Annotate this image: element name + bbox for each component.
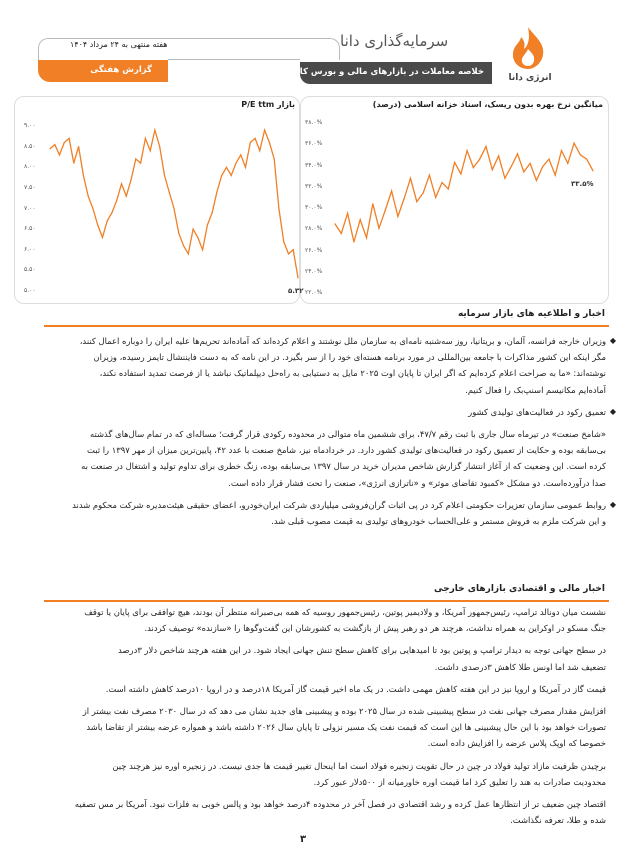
data-point bbox=[193, 229, 194, 230]
news-paragraph bbox=[44, 703, 606, 752]
data-point bbox=[97, 224, 98, 225]
data-point bbox=[353, 241, 354, 242]
text-line: در سطح جهانی توجه به دیدار ترامپ و پوتین بود تا امیدهایی برای کاهش سطح تنش جهانی ایجاد شود. در این هفته هرچند شاخص دلار ۳درصد bbox=[118, 645, 606, 656]
y-tick-label: ۳۸.۰% bbox=[305, 119, 323, 126]
header-title-bar bbox=[293, 62, 492, 84]
y-tick-label: ۳۶.۰% bbox=[305, 140, 323, 148]
data-point bbox=[567, 163, 568, 164]
data-point bbox=[154, 130, 155, 131]
data-point bbox=[341, 233, 342, 234]
text-line: افزایش مقدار مصرف جهانی نفت در سطح پیشبینی شده در سال ۲۰۲۵ بوده و پیشبینی های جدید نشان می دهد که در سال ۲۰۳۰ مصرف نفت بیشتر از bbox=[82, 706, 606, 716]
data-point bbox=[366, 237, 367, 238]
text-line: خصوصا که اوپک پلاس عرضه را افزایش داده است. bbox=[427, 738, 606, 749]
section-header-capital-market bbox=[44, 307, 609, 327]
data-point bbox=[448, 188, 449, 189]
y-tick-label: ۶.۵۰ bbox=[24, 225, 36, 233]
y-tick-label: ۸.۰۰ bbox=[24, 163, 36, 171]
data-point bbox=[131, 179, 132, 180]
data-point bbox=[580, 154, 581, 155]
treasury-yield-chart bbox=[335, 123, 593, 293]
report-type: گزارش هفتگی bbox=[90, 65, 152, 75]
news-paragraph bbox=[44, 681, 606, 697]
data-point bbox=[498, 155, 499, 156]
header-title: خلاصه معاملات در بازارهای مالی و بورس کالا bbox=[293, 67, 484, 77]
y-tick-label: ۵.۰۰ bbox=[24, 287, 36, 294]
data-point bbox=[202, 249, 203, 250]
pe-ratio-end-label: ۵.۳۲ bbox=[288, 287, 304, 295]
report-date: هفته منتهی به ۲۴ مرداد ۱۴۰۴ bbox=[70, 40, 168, 49]
text-line: نوشته‌اند: «ما به صراحت اعلام کرده‌ایم که اگر ایران تا پایان اوت ۲۰۲۵ مایل به دستیابی به راه‌حل دیپلماتیک نباشد یا از فرصت تمدید استفاده نکند، bbox=[99, 368, 606, 379]
page-number: ۳ bbox=[300, 834, 307, 845]
data-point bbox=[347, 213, 348, 214]
data-point bbox=[259, 150, 260, 151]
y-tick-label: ۲۲.۰% bbox=[305, 289, 323, 296]
y-tick-label: ۲۴.۰% bbox=[305, 267, 323, 275]
text-line: مگر اینکه این کشور مذاکرات با جامعه بین‌المللی در مورد برنامه هسته‌ای خود را از سر بگیرد. در این نامه که به دست فایننشال تایمز رسیده، وزیران bbox=[93, 352, 606, 363]
news-paragraph bbox=[44, 604, 606, 636]
data-point bbox=[536, 180, 537, 181]
data-point bbox=[69, 138, 70, 139]
data-point bbox=[397, 216, 398, 217]
data-point bbox=[378, 228, 379, 229]
section-header-foreign-markets bbox=[44, 582, 609, 602]
data-point bbox=[49, 148, 50, 149]
data-point bbox=[454, 162, 455, 163]
bullet-icon: ◆ bbox=[609, 406, 616, 416]
data-point bbox=[467, 150, 468, 151]
text-line: محدودیت صادرات به هند را تعلیق کرد اما قیمت اوره خاورمیانه از ۵۰۰دلار عبور کرد. bbox=[313, 776, 606, 787]
text-line: برچیدن ظرفیت مازاد تولید فولاد در چین در حال تقویت زنجیره فولاد است اما اینحال تغییر قیمت ها جدی نیست. در زنجیره اوره نیز هرچند چین bbox=[112, 760, 606, 771]
data-point bbox=[126, 196, 127, 197]
data-point bbox=[102, 237, 103, 238]
treasury-yield-end-label: ۳۳.۵% bbox=[571, 180, 594, 188]
data-point bbox=[116, 200, 117, 201]
data-point bbox=[169, 191, 170, 192]
data-point bbox=[283, 241, 284, 242]
text-line: تصورات خواهد بود با این حال پیشبینی ها این است که قیمت نفت یک مسیر نزولی تا پایان سال ۲۰۲۶ داشته باشد و همواره عرضه بیشتر از تقاضا باشد bbox=[86, 722, 606, 733]
data-point bbox=[221, 175, 222, 176]
data-point bbox=[183, 245, 184, 246]
data-point bbox=[269, 142, 270, 143]
news-paragraph bbox=[44, 796, 606, 828]
bullet-icon: ◆ bbox=[609, 499, 616, 509]
data-point bbox=[216, 191, 217, 192]
treasury-yield-title: میانگین نرخ بهره بدون ریسک، اسناد خزانه اسلامی (درصد) bbox=[372, 100, 603, 109]
section-title: اخبار و اطلاعیه های بازار سرمایه bbox=[457, 309, 605, 319]
data-point bbox=[511, 166, 512, 167]
section-title: اخبار مالی و اقتصادی بازارهای خارجی bbox=[434, 584, 605, 594]
news-paragraph bbox=[44, 426, 606, 491]
data-point bbox=[561, 150, 562, 151]
news-paragraph bbox=[44, 497, 616, 529]
energy-dana-logo-icon bbox=[505, 25, 551, 71]
data-point bbox=[145, 138, 146, 139]
data-point bbox=[360, 219, 361, 220]
data-point bbox=[542, 166, 543, 167]
data-point bbox=[274, 158, 275, 159]
data-point bbox=[441, 182, 442, 183]
pe-ratio-title: بازار P/E ttm bbox=[241, 100, 295, 109]
news-paragraph bbox=[44, 404, 616, 420]
data-point bbox=[479, 159, 480, 160]
data-point bbox=[517, 153, 518, 154]
data-point bbox=[410, 178, 411, 179]
header-divider bbox=[168, 59, 300, 60]
data-point bbox=[73, 163, 74, 164]
data-point bbox=[178, 233, 179, 234]
data-point bbox=[404, 198, 405, 199]
data-point bbox=[391, 190, 392, 191]
text-line: و این شرکت ملزم به فروش مستمر و علی‌الحساب خودروهای تولیدی به قیمت مصوب قبلی شد. bbox=[271, 516, 606, 526]
data-point bbox=[504, 178, 505, 179]
text-line: روابط عمومی سازمان تعزیرات حکومتی اعلام کرد در پی اثبات گران‌فروشی میلیاردی شرکت ایران‌خودرو، اعضای حقیقی هیئت‌مدیره شرکت محکوم شدند bbox=[72, 499, 606, 510]
data-point bbox=[231, 175, 232, 176]
data-point bbox=[416, 201, 417, 202]
text-line: کرده است. این وضعیت که از آغاز انتشار گزارش شاخص مدیران خرید در سال ۱۳۹۷ بی‌سابقه بوده، زنگ خطری برای تداوم تولید و اشتغال در صنعت به bbox=[81, 461, 606, 472]
data-point bbox=[460, 173, 461, 174]
text-line: «شامخ صنعت» در تیرماه سال جاری با ثبت رقم ۴۷/۷، برای ششمین ماه متوالی در محدوده رکودی قرار گرفت؛ مساله‌ای که در تمام سال‌های گذشته bbox=[89, 429, 606, 439]
y-tick-label: ۶.۰۰ bbox=[24, 245, 36, 253]
y-tick-label: ۲۶.۰% bbox=[305, 246, 323, 254]
text-line: تعمیق رکود در فعالیت‌های تولیدی کشور bbox=[468, 406, 606, 417]
bullet-icon: ◆ bbox=[609, 336, 616, 345]
y-tick-label: ۵.۵۰ bbox=[24, 266, 36, 274]
text-line: شده و طلا، تعرفه نگذاشت. bbox=[510, 815, 606, 826]
data-point bbox=[164, 175, 165, 176]
text-line: قیمت گاز در آمریکا و اروپا نیز در این هفته کاهش مهمی داشت. در یک ماه اخیر قیمت گاز آمریکا ۱۸درصد و در اروپا ۱۰درصد کاهش داشته است. bbox=[105, 683, 606, 694]
data-point bbox=[173, 208, 174, 209]
data-point bbox=[59, 154, 60, 155]
data-point bbox=[492, 169, 493, 170]
text-line: جنگ مسکو در اوکراین به همراه نداشت، هرچند هر دو رهبر پیش از بازگشت به کشورشان این گفت‌وگوها را «سازنده» توصیف کردند. bbox=[144, 623, 606, 634]
data-point bbox=[372, 203, 373, 204]
data-point bbox=[78, 146, 79, 147]
data-point bbox=[197, 237, 198, 238]
data-point bbox=[423, 193, 424, 194]
data-point bbox=[159, 146, 160, 147]
data-point bbox=[240, 154, 241, 155]
data-point bbox=[188, 253, 189, 254]
data-point bbox=[250, 142, 251, 143]
data-point bbox=[548, 159, 549, 160]
text-line: تضعیف شد اما اونس طلا کاهش ۳درصدی داشت. bbox=[434, 661, 606, 672]
data-point bbox=[429, 175, 430, 176]
text-line: وزیران خارجه فرانسه، آلمان، و بریتانیا، روز سه‌شنبه نامه‌ای به سازمان ملل نوشتند و اعلام کرده‌اند که آماده‌اند تحریم‌ها علیه ایران را دوباره اعمال کنند، bbox=[79, 336, 606, 346]
logo-text: انرژی دانا bbox=[508, 73, 552, 83]
data-point bbox=[473, 167, 474, 168]
text-line: صدا درآورده‌است. دو مشکل «کمبود تقاضای موثر» و «ناترازی انرژی»، صنعت را تحت فشار قرار داده است. bbox=[228, 477, 606, 488]
y-tick-label: ۷.۵۰ bbox=[24, 183, 36, 191]
data-point bbox=[264, 130, 265, 131]
data-point bbox=[530, 163, 531, 164]
y-tick-label: ۳۲.۰% bbox=[305, 182, 323, 190]
y-tick-label: ۹.۰۰ bbox=[24, 122, 36, 129]
data-point bbox=[121, 183, 122, 184]
data-point bbox=[64, 142, 65, 143]
data-point bbox=[523, 171, 524, 172]
series-line bbox=[50, 130, 298, 278]
news-paragraph bbox=[44, 642, 606, 674]
data-point bbox=[555, 175, 556, 176]
data-point bbox=[83, 175, 84, 176]
y-tick-label: ۲۸.۰% bbox=[305, 225, 323, 233]
data-point bbox=[88, 196, 89, 197]
data-point bbox=[297, 277, 298, 278]
data-point bbox=[150, 150, 151, 151]
news-paragraph bbox=[44, 758, 606, 790]
brand-name: سرمایه‌گذاری دانا bbox=[340, 32, 449, 50]
text-line: آماده‌ایم مکانیسم اسنپ‌بک را فعال کنیم. bbox=[465, 384, 606, 395]
data-point bbox=[226, 167, 227, 168]
y-tick-label: ۳۴.۰% bbox=[305, 161, 323, 169]
data-point bbox=[288, 253, 289, 254]
data-point bbox=[92, 208, 93, 209]
data-point bbox=[54, 144, 55, 145]
data-point bbox=[574, 143, 575, 144]
data-point bbox=[107, 220, 108, 221]
data-point bbox=[111, 212, 112, 213]
data-point bbox=[334, 223, 335, 224]
data-point bbox=[140, 163, 141, 164]
report-type-bar bbox=[38, 60, 168, 82]
text-line: بی‌سابقه بوده و حکایت از تعمیق رکود در فعالیت‌های تولیدی کشور دارد. در خردادماه نیز، شامخ صنعت با عدد ۴۲، پایین‌ترین میزان از مهر ۱۳۹۷ را ثبت bbox=[86, 445, 606, 456]
data-point bbox=[255, 138, 256, 139]
data-point bbox=[293, 249, 294, 250]
data-point bbox=[586, 159, 587, 160]
data-point bbox=[135, 158, 136, 159]
data-point bbox=[485, 146, 486, 147]
series-line bbox=[335, 143, 593, 242]
news-paragraph bbox=[44, 333, 616, 398]
data-point bbox=[212, 212, 213, 213]
data-point bbox=[592, 170, 593, 171]
data-point bbox=[207, 224, 208, 225]
text-line: نشست میان دونالد ترامپ، رئیس‌جمهور آمریکا، و ولادیمیر پوتین، رئیس‌جمهور روسیه که همه بی‌صبرانه منتظر آن بودند، هیچ توافقی برای پایان یا توقف bbox=[84, 607, 606, 617]
data-point bbox=[245, 167, 246, 168]
data-point bbox=[435, 197, 436, 198]
text-line: اقتصاد چین ضعیف تر از انتظارها عمل کرده و رشد اقتصادی در فصل آخر در محدوده ۴درصد خواهد بود و پالس خوبی به فلزات نبود. آمریکا بر مس تصفیه bbox=[74, 799, 606, 809]
y-tick-label: ۸.۵۰ bbox=[24, 142, 36, 150]
y-tick-label: ۳۰.۰% bbox=[305, 204, 323, 211]
data-point bbox=[278, 208, 279, 209]
data-point bbox=[235, 163, 236, 164]
pe-ratio-chart bbox=[50, 126, 298, 291]
data-point bbox=[385, 210, 386, 211]
y-tick-label: ۷.۰۰ bbox=[24, 204, 36, 212]
